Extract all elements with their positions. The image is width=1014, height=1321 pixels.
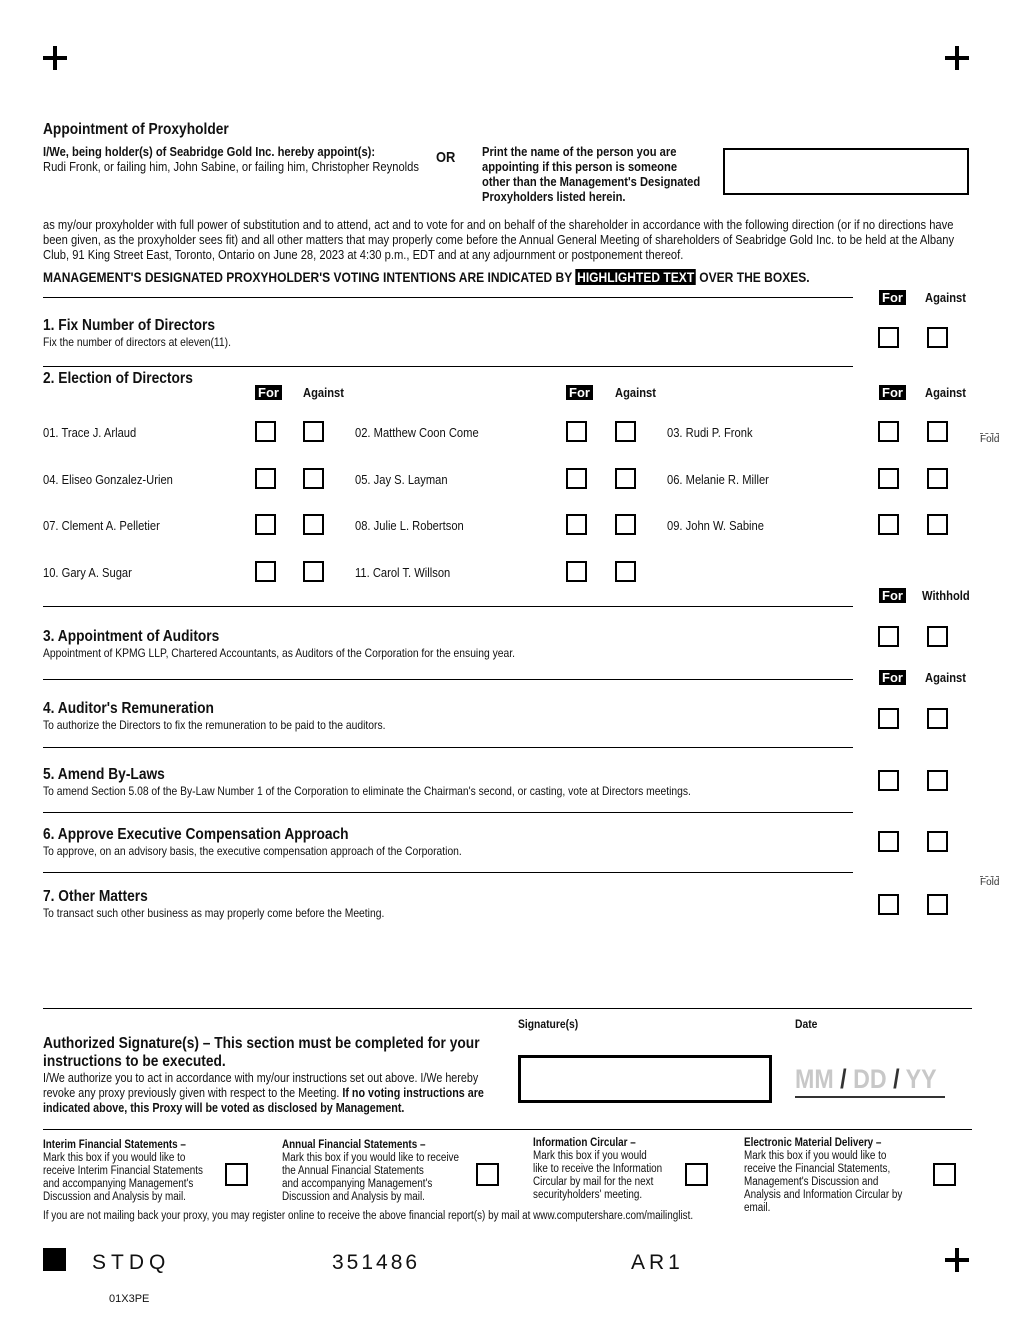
form-code-small: 01X3PE — [109, 1293, 150, 1305]
director-01-for-checkbox[interactable] — [255, 421, 276, 442]
item-7-title: 7. Other Matters — [43, 888, 148, 905]
annual-statements-option: Annual Financial Statements – Mark this box if you would like to receive the Annual Financial Statements and accompanying Management's Discussion and Analysis by mail. — [282, 1139, 459, 1203]
divider — [43, 366, 853, 367]
director-09-against-checkbox[interactable] — [927, 514, 948, 535]
information-circular-checkbox[interactable] — [685, 1163, 708, 1186]
item-1-title: 1. Fix Number of Directors — [43, 317, 216, 334]
form-code-stdq: STDQ — [92, 1251, 171, 1274]
against-header: Against — [925, 290, 966, 305]
divider — [43, 812, 853, 813]
fold-mark: Fold — [980, 877, 1000, 888]
director-07-for-checkbox[interactable] — [255, 514, 276, 535]
item-5-description: To amend Section 5.08 of the By-Law Number 1 of the Corporation to eliminate the Chairman's second, or casting, vote at Directors meetings. — [43, 784, 691, 798]
date-input[interactable]: MM / DD / YY — [795, 1062, 945, 1098]
interim-statements-checkbox[interactable] — [225, 1163, 248, 1186]
director-name: 02. Matthew Coon Come — [355, 425, 479, 440]
item-6-against-checkbox[interactable] — [927, 831, 948, 852]
director-11-against-checkbox[interactable] — [615, 561, 636, 582]
voting-intentions-note: MANAGEMENT'S DESIGNATED PROXYHOLDER'S VOTING INTENTIONS ARE INDICATED BY HIGHLIGHTED TEXT OVER THE BOXES. — [43, 269, 810, 285]
annual-statements-checkbox[interactable] — [476, 1163, 499, 1186]
director-name: 07. Clement A. Pelletier — [43, 518, 160, 533]
divider — [43, 679, 853, 680]
director-08-against-checkbox[interactable] — [615, 514, 636, 535]
divider — [43, 297, 853, 298]
print-name-instructions: Print the name of the person you are appointing if this person is someone other than the Management's Designated Proxyholders listed herein. — [482, 144, 701, 204]
against-header: Against — [303, 385, 344, 400]
director-09-for-checkbox[interactable] — [878, 514, 899, 535]
appointment-paragraph: as my/our proxyholder with full power of substitution and to attend, act and to vote for and on behalf of the shareholder in accordance with the following direction (or if no directions have been given, as the proxyholder sees fit) and all other matters that may properly come before the Annual General Meeting of shareholders of Seabridge Gold Inc. to be held at the Albany Club, 91 King Street East, Toronto, Ontario on June 28, 2023 at 4:30 p.m., EDT and at any adjournment or postponement thereof. — [43, 217, 955, 262]
director-05-against-checkbox[interactable] — [615, 468, 636, 489]
item-1-for-checkbox[interactable] — [878, 327, 899, 348]
item-7-description: To transact such other business as may properly come before the Meeting. — [43, 906, 385, 920]
item-1-description: Fix the number of directors at eleven(11). — [43, 335, 231, 349]
signature-input[interactable] — [518, 1055, 772, 1103]
form-code-number: 351486 — [332, 1251, 421, 1274]
signature-heading: Authorized Signature(s) – This section must be completed for your instructions to be executed. — [43, 1035, 480, 1070]
director-name: 04. Eliseo Gonzalez-Urien — [43, 472, 173, 487]
item-3-withhold-checkbox[interactable] — [927, 626, 948, 647]
director-name: 08. Julie L. Robertson — [355, 518, 464, 533]
director-05-for-checkbox[interactable] — [566, 468, 587, 489]
against-header: Against — [925, 385, 966, 400]
registration-square — [43, 1248, 66, 1271]
appointment-subtitle: I/We, being holder(s) of Seabridge Gold Inc. hereby appoint(s): — [43, 144, 376, 159]
divider — [43, 606, 853, 607]
item-7-against-checkbox[interactable] — [927, 894, 948, 915]
divider — [43, 872, 853, 873]
electronic-delivery-option: Electronic Material Delivery – Mark this box if you would like to receive the Financial Statements, Management's Discussion and Analysis and Information Circular by email. — [744, 1137, 903, 1214]
electronic-delivery-checkbox[interactable] — [933, 1163, 956, 1186]
director-10-for-checkbox[interactable] — [255, 561, 276, 582]
date-label: Date — [795, 1017, 818, 1031]
director-07-against-checkbox[interactable] — [303, 514, 324, 535]
form-code-ar1: AR1 — [631, 1251, 684, 1274]
fold-mark: Fold — [980, 434, 1000, 445]
highlighted-text-sample: HIGHLIGHTED TEXT — [577, 269, 695, 285]
for-header: For — [879, 588, 906, 603]
item-2-title: 2. Election of Directors — [43, 370, 193, 387]
interim-statements-option: Interim Financial Statements – Mark this box if you would like to receive Interim Financial Statements and accompanying Management's Discussion and Analysis by mail. — [43, 1139, 203, 1203]
item-6-title: 6. Approve Executive Compensation Approach — [43, 826, 349, 843]
director-06-against-checkbox[interactable] — [927, 468, 948, 489]
withhold-header: Withhold — [922, 588, 970, 603]
against-header: Against — [615, 385, 656, 400]
divider — [43, 1129, 972, 1130]
registration-mark-top-right — [945, 46, 969, 70]
signature-label: Signature(s) — [518, 1017, 579, 1031]
item-3-description: Appointment of KPMG LLP, Chartered Accountants, as Auditors of the Corporation for the ensuing year. — [43, 646, 515, 660]
director-08-for-checkbox[interactable] — [566, 514, 587, 535]
proxyholder-name-input[interactable] — [723, 148, 969, 195]
registration-mark-bottom-right — [945, 1248, 969, 1272]
item-5-title: 5. Amend By-Laws — [43, 766, 165, 783]
director-name: 09. John W. Sabine — [667, 518, 764, 533]
director-name: 06. Melanie R. Miller — [667, 472, 769, 487]
item-5-against-checkbox[interactable] — [927, 770, 948, 791]
mailing-list-note: If you are not mailing back your proxy, you may register online to receive the above financial report(s) by mail at www.computershare.com/mailinglist. — [43, 1210, 694, 1222]
registration-mark-top-left — [43, 46, 67, 70]
for-header: For — [255, 385, 282, 400]
director-03-for-checkbox[interactable] — [878, 421, 899, 442]
director-name: 05. Jay S. Layman — [355, 472, 448, 487]
information-circular-option: Information Circular – Mark this box if you would like to receive the Information Circular by mail for the next securityholders' meeting. — [533, 1137, 663, 1201]
for-header: For — [566, 385, 593, 400]
item-4-title: 4. Auditor's Remuneration — [43, 700, 214, 717]
director-name: 03. Rudi P. Fronk — [667, 425, 753, 440]
director-11-for-checkbox[interactable] — [566, 561, 587, 582]
director-10-against-checkbox[interactable] — [303, 561, 324, 582]
or-label: OR — [436, 149, 456, 166]
item-6-for-checkbox[interactable] — [878, 831, 899, 852]
item-4-description: To authorize the Directors to fix the remuneration to be paid to the auditors. — [43, 718, 386, 732]
item-1-against-checkbox[interactable] — [927, 327, 948, 348]
for-header: For — [879, 385, 906, 400]
item-3-title: 3. Appointment of Auditors — [43, 628, 220, 645]
for-header: For — [879, 290, 906, 305]
director-name: 01. Trace J. Arlaud — [43, 425, 137, 440]
divider — [43, 1008, 972, 1009]
against-header: Against — [925, 670, 966, 685]
appointment-title: Appointment of Proxyholder — [43, 121, 229, 138]
divider — [43, 747, 853, 748]
signature-authorization-text: I/We authorize you to act in accordance with my/our instructions set out above. I/We hereby revoke any proxy previously given with respect to the Meeting. If no voting instructions are indicated above, this Proxy will be voted as disclosed by Management. — [43, 1071, 484, 1115]
for-header: For — [879, 670, 906, 685]
item-4-against-checkbox[interactable] — [927, 708, 948, 729]
director-name: 10. Gary A. Sugar — [43, 565, 132, 580]
director-06-for-checkbox[interactable] — [878, 468, 899, 489]
director-name: 11. Carol T. Willson — [355, 565, 451, 580]
designated-proxyholders: Rudi Fronk, or failing him, John Sabine, or failing him, Christopher Reynolds — [43, 159, 419, 174]
director-02-for-checkbox[interactable] — [566, 421, 587, 442]
director-01-against-checkbox[interactable] — [303, 421, 324, 442]
item-7-for-checkbox[interactable] — [878, 894, 899, 915]
director-03-against-checkbox[interactable] — [927, 421, 948, 442]
director-04-against-checkbox[interactable] — [303, 468, 324, 489]
item-5-for-checkbox[interactable] — [878, 770, 899, 791]
director-02-against-checkbox[interactable] — [615, 421, 636, 442]
item-6-description: To approve, on an advisory basis, the executive compensation approach of the Corporation. — [43, 844, 462, 858]
item-4-for-checkbox[interactable] — [878, 708, 899, 729]
item-3-for-checkbox[interactable] — [878, 626, 899, 647]
director-04-for-checkbox[interactable] — [255, 468, 276, 489]
